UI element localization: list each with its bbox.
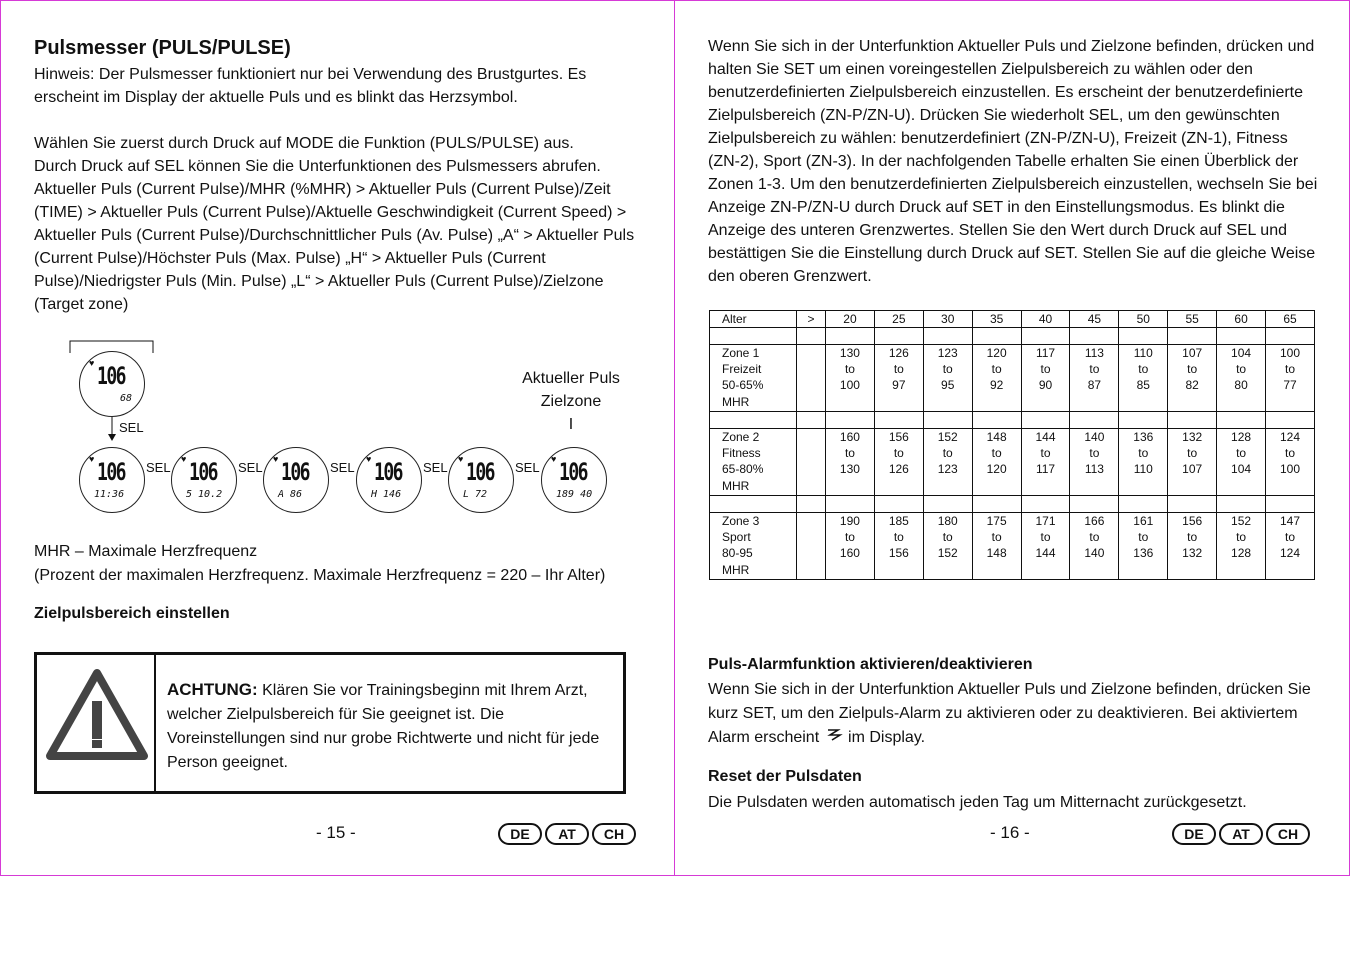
watch-value: 106 xyxy=(97,362,126,390)
text-run: , um den gewünschten Zielpulsbereich zu wählen: benutzerdefiniert (ZN-P/ZN-U), Freizeit (ZN-1), Fitness (ZN-2), Sport (ZN-3). In der nachfolgenden Tabelle erhalten Sie einen Überblick der Zonen 1-3. Um den benutzerdefinierten Zielpulsbereich einzustellen, wechseln Sie bei Anzeige ZN-P/ZN-U durch Druck auf xyxy=(708,107,1318,216)
table-cell: 160 xyxy=(826,429,875,446)
hint-text: Der Pulsmesser funktioniert nur bei Verwendung des Brustgurtes. Es erscheint im Display der aktuelle Puls und es blinkt das Herzsymbol. xyxy=(34,66,587,106)
country-badge-ch: CH xyxy=(1266,823,1310,845)
table-cell: to xyxy=(826,445,875,461)
watch-display xyxy=(79,447,145,513)
watch-subvalue: 189 40 xyxy=(556,489,593,500)
table-cell: to xyxy=(923,445,972,461)
table-cell: 126 xyxy=(874,461,923,496)
page-number: - 16 - xyxy=(990,823,1030,842)
watch-subvalue: L 72 xyxy=(463,489,488,500)
set-key-label: SET xyxy=(972,199,1003,216)
table-cell: to xyxy=(1021,445,1070,461)
table-cell: 110 xyxy=(1119,461,1168,496)
table-cell: 160 xyxy=(826,545,875,580)
table-cell xyxy=(1021,412,1070,429)
zone-heading: Zielpulsbereich einstellen xyxy=(34,605,230,622)
watch-display xyxy=(541,447,607,513)
table-cell: 123 xyxy=(923,345,972,362)
reset-heading: Reset der Pulsdaten xyxy=(708,768,862,785)
function-name: Aktueller Puls und Zielzone xyxy=(957,38,1152,55)
table-row xyxy=(710,545,1315,580)
table-cell xyxy=(826,496,875,513)
page-title: Pulsmesser (PULS/PULSE) xyxy=(34,37,291,59)
table-cell xyxy=(797,429,826,446)
sel-label: SEL xyxy=(119,420,144,435)
table-cell: 45 xyxy=(1070,311,1119,328)
table-cell: 144 xyxy=(1021,545,1070,580)
table-cell: 40 xyxy=(1021,311,1070,328)
table-cell: to xyxy=(1217,529,1266,545)
table-cell xyxy=(826,328,875,345)
sel-label: SEL xyxy=(330,460,355,475)
table-cell: 126 xyxy=(874,345,923,362)
table-cell: 136 xyxy=(1119,545,1168,580)
table-cell: 152 xyxy=(923,545,972,580)
table-row xyxy=(710,461,1315,496)
table-cell: Sport xyxy=(710,529,797,545)
watch-subvalue: 68 xyxy=(120,393,133,404)
table-cell xyxy=(797,496,826,513)
caption-line: Aktueller Puls xyxy=(522,370,620,387)
table-cell: Zone 2 xyxy=(710,429,797,446)
table-cell: 100 xyxy=(826,377,875,412)
caption-line: I xyxy=(568,416,574,433)
table-cell xyxy=(797,445,826,461)
zone-percent-unit: MHR xyxy=(722,479,750,493)
zone-percent: 50-65% xyxy=(722,378,764,392)
table-cell xyxy=(972,328,1021,345)
table-cell xyxy=(972,496,1021,513)
table-cell: to xyxy=(923,529,972,545)
table-row xyxy=(710,445,1315,461)
table-row xyxy=(710,361,1315,377)
page-number: - 15 - xyxy=(316,823,356,842)
table-cell: to xyxy=(972,361,1021,377)
table-cell: to xyxy=(874,445,923,461)
table-cell: to xyxy=(1119,361,1168,377)
table-cell: 113 xyxy=(1070,461,1119,496)
warning-box xyxy=(34,652,626,794)
table-cell xyxy=(874,496,923,513)
watch-subvalue: 11:36 xyxy=(94,489,125,500)
watch-value: 106 xyxy=(281,458,310,486)
warning-icon xyxy=(37,655,154,791)
table-cell: to xyxy=(1070,361,1119,377)
table-cell: 25 xyxy=(874,311,923,328)
table-cell: 117 xyxy=(1021,461,1070,496)
watch-value: 106 xyxy=(189,458,218,486)
text-run: , um den Zielpuls-Alarm zu aktivieren oder zu deaktivieren. Bei aktiviertem Alarm erscheint xyxy=(708,705,1298,746)
table-cell: to xyxy=(1217,361,1266,377)
hint-paragraph xyxy=(34,63,634,109)
warning-message xyxy=(167,678,607,775)
table-cell: to xyxy=(826,529,875,545)
table-cell xyxy=(710,545,797,580)
table-cell: 152 xyxy=(923,429,972,446)
table-cell: 130 xyxy=(826,345,875,362)
text-run: Wenn Sie sich in der Unterfunktion xyxy=(708,38,958,55)
alarm-heading: Puls-Alarmfunktion aktivieren/deaktivieren xyxy=(708,656,1033,673)
watch-diagram xyxy=(1,331,676,531)
text-run: in den Einstellungsmodus. Es blinkt die Anzeige des unteren Grenzwertes. Stellen Sie den Wert durch Druck auf xyxy=(708,199,1285,239)
table-cell xyxy=(1168,496,1217,513)
table-cell xyxy=(923,328,972,345)
table-cell: 152 xyxy=(1217,513,1266,530)
country-badge-ch: CH xyxy=(592,823,636,845)
warning-label: ACHTUNG: xyxy=(167,680,258,699)
watch-display xyxy=(448,447,514,513)
table-cell xyxy=(923,412,972,429)
table-cell xyxy=(1217,496,1266,513)
table-cell xyxy=(1119,496,1168,513)
table-cell xyxy=(1168,328,1217,345)
table-cell xyxy=(1119,328,1168,345)
table-cell: 166 xyxy=(1070,513,1119,530)
table-cell: 128 xyxy=(1217,545,1266,580)
table-cell xyxy=(797,461,826,496)
country-badge-at: AT xyxy=(545,823,589,845)
text-run: Durch Druck auf xyxy=(34,158,155,175)
table-cell xyxy=(1266,328,1315,345)
table-cell xyxy=(1217,412,1266,429)
table-cell: to xyxy=(1119,445,1168,461)
warning-text: Klären Sie vor Trainingsbeginn mit Ihrem Arzt, welcher Zielpulsbereich für Sie geeignet ist. Die Voreinstellungen sind nur grobe Richtwerte und nicht für jede Person geeignet. xyxy=(167,682,600,771)
table-cell xyxy=(923,496,972,513)
heart-icon: ♥ xyxy=(181,454,187,464)
watch-subvalue: A 86 xyxy=(278,489,303,500)
sel-label: SEL xyxy=(423,460,448,475)
table-cell: to xyxy=(923,361,972,377)
table-cell: 128 xyxy=(1217,429,1266,446)
table-cell: 180 xyxy=(923,513,972,530)
table-cell xyxy=(1266,412,1315,429)
table-cell: 156 xyxy=(1168,513,1217,530)
caption-line: Zielzone xyxy=(540,393,602,410)
table-cell: 156 xyxy=(874,429,923,446)
table-cell: 113 xyxy=(1070,345,1119,362)
text-run: können Sie die Unterfunktionen des Pulsmessers abrufen. Aktueller Puls (Current Pulse)/MHR (%MHR) > Aktueller Puls (Current Pulse)/Zeit (TIME) > Aktueller Puls (Current Pulse)/Aktuelle Geschwindigkeit (Current Speed) > Aktueller Puls (Current Pulse)/Durchschnittlicher Puls (Av. Pulse) „A“ > Aktueller Puls (Current Pulse)/Höchster Puls (Max. Pulse) „H“ > Aktueller Puls (Current Pulse)/Niedrigster Puls (Min. Pulse) „L“ > Aktueller Puls (Current Pulse)/Zielzone (Target zone) xyxy=(34,158,635,313)
mode-paragraph xyxy=(34,132,639,316)
table-cell xyxy=(874,412,923,429)
table-cell: 124 xyxy=(1266,429,1315,446)
table-cell: to xyxy=(1266,445,1315,461)
table-cell: to xyxy=(826,361,875,377)
table-cell: 95 xyxy=(923,377,972,412)
table-cell: to xyxy=(1070,445,1119,461)
table-cell: 100 xyxy=(1266,461,1315,496)
heart-icon: ♥ xyxy=(89,454,95,464)
table-cell: 148 xyxy=(972,545,1021,580)
table-cell xyxy=(797,412,826,429)
sel-label: SEL xyxy=(146,460,171,475)
table-cell xyxy=(797,513,826,530)
watch-subvalue: 5 10.2 xyxy=(186,489,223,500)
table-row xyxy=(710,529,1315,545)
table-cell xyxy=(972,412,1021,429)
text-run: befinden, drücken Sie kurz xyxy=(708,681,1311,722)
heart-icon: ♥ xyxy=(458,454,464,464)
country-badge-at: AT xyxy=(1219,823,1263,845)
table-cell xyxy=(710,328,797,345)
table-cell: 144 xyxy=(1021,429,1070,446)
heart-icon: ♥ xyxy=(89,358,95,368)
text-run: um einen voreingestellen Zielpulsbereich zu wählen oder den benutzerdefinierten Zielpulsbereich einzustellen. Es erscheint der benutzerdefinierte Zielpulsbereich (ZN-P/ZN-U). Drücken Sie wiederholt xyxy=(708,61,1304,124)
table-cell: 107 xyxy=(1168,345,1217,362)
table-cell: 80 xyxy=(1217,377,1266,412)
table-cell: 35 xyxy=(972,311,1021,328)
text-run: im Display. xyxy=(843,729,926,746)
text-run: . Stellen Sie auf die gleiche Weise den oberen Grenzwert. xyxy=(708,245,1316,285)
heart-icon: ♥ xyxy=(366,454,372,464)
watch-display xyxy=(263,447,329,513)
watch-value: 106 xyxy=(97,458,126,486)
sel-key-label: SEL xyxy=(1088,107,1119,124)
table-cell: 92 xyxy=(972,377,1021,412)
table-cell: 124 xyxy=(1266,545,1315,580)
table-cell: to xyxy=(1217,445,1266,461)
watch-display xyxy=(356,447,422,513)
table-row xyxy=(710,377,1315,412)
table-spacer-row xyxy=(710,328,1315,345)
watch-value: 106 xyxy=(559,458,588,486)
alarm-icon xyxy=(824,727,844,743)
table-cell: 60 xyxy=(1217,311,1266,328)
table-cell xyxy=(797,328,826,345)
table-cell xyxy=(1119,412,1168,429)
sel-key-label: SEL xyxy=(154,158,184,175)
table-cell xyxy=(797,345,826,362)
mode-key-label: MODE xyxy=(285,135,334,152)
zone-table xyxy=(709,310,1315,580)
table-cell: 107 xyxy=(1168,461,1217,496)
table-cell xyxy=(1266,496,1315,513)
zone-setting-paragraph xyxy=(708,35,1318,288)
table-cell: 130 xyxy=(826,461,875,496)
table-cell: 123 xyxy=(923,461,972,496)
alarm-paragraph xyxy=(708,678,1318,750)
sel-key-label: SEL xyxy=(1226,222,1256,239)
watch-value: 106 xyxy=(466,458,495,486)
table-row xyxy=(710,429,1315,446)
table-cell xyxy=(1021,328,1070,345)
table-cell xyxy=(1021,496,1070,513)
text-run: und bestättigen Sie die Einstellung durch Druck auf xyxy=(708,222,1287,262)
table-cell: 55 xyxy=(1168,311,1217,328)
table-cell: to xyxy=(874,529,923,545)
sel-label: SEL xyxy=(515,460,540,475)
heart-icon: ♥ xyxy=(551,454,557,464)
table-cell: Zone 1 xyxy=(710,345,797,362)
watch-value: 106 xyxy=(374,458,403,486)
watch-display xyxy=(171,447,237,513)
table-cell: 97 xyxy=(874,377,923,412)
country-flags xyxy=(1172,823,1310,845)
text-run: Wählen Sie zuerst durch Druck auf xyxy=(34,135,286,152)
text-run: Wenn Sie sich in der Unterfunktion xyxy=(708,681,958,698)
table-cell xyxy=(710,377,797,412)
table-cell: to xyxy=(1119,529,1168,545)
table-cell xyxy=(710,461,797,496)
watch-subvalue: H 146 xyxy=(371,489,402,500)
table-cell xyxy=(1070,412,1119,429)
table-cell: Fitness xyxy=(710,445,797,461)
table-cell xyxy=(874,328,923,345)
table-cell: 90 xyxy=(1021,377,1070,412)
table-cell: 77 xyxy=(1266,377,1315,412)
table-cell xyxy=(797,545,826,580)
table-cell: 175 xyxy=(972,513,1021,530)
table-cell: 147 xyxy=(1266,513,1315,530)
table-cell: Alter xyxy=(710,311,797,328)
table-cell: Zone 3 xyxy=(710,513,797,530)
table-cell: to xyxy=(1168,529,1217,545)
table-cell: 117 xyxy=(1021,345,1070,362)
reset-text: Die Pulsdaten werden automatisch jeden Tag um Mitternacht zurückgesetzt. xyxy=(708,794,1247,811)
table-cell xyxy=(826,412,875,429)
table-spacer-row xyxy=(710,412,1315,429)
table-cell: to xyxy=(874,361,923,377)
table-cell: to xyxy=(972,445,1021,461)
table-cell: 120 xyxy=(972,345,1021,362)
table-cell: 20 xyxy=(826,311,875,328)
table-spacer-row xyxy=(710,496,1315,513)
sel-label: SEL xyxy=(238,460,263,475)
table-cell: 132 xyxy=(1168,429,1217,446)
table-cell: 82 xyxy=(1168,377,1217,412)
table-cell: 136 xyxy=(1119,429,1168,446)
table-cell: > xyxy=(797,311,826,328)
table-cell: 100 xyxy=(1266,345,1315,362)
table-cell: to xyxy=(1021,529,1070,545)
table-cell: 161 xyxy=(1119,513,1168,530)
diagram-caption xyxy=(506,367,636,436)
zone-percent: 80-95 xyxy=(722,546,753,560)
table-cell: 190 xyxy=(826,513,875,530)
table-cell xyxy=(797,361,826,377)
table-cell: 140 xyxy=(1070,545,1119,580)
table-cell: 185 xyxy=(874,513,923,530)
watch-display xyxy=(79,351,145,417)
table-cell xyxy=(1070,328,1119,345)
country-badge-de: DE xyxy=(498,823,542,845)
warning-icon-box xyxy=(37,655,156,791)
zone-percent-unit: MHR xyxy=(722,563,750,577)
set-key-label: SET xyxy=(783,61,815,78)
table-cell: to xyxy=(1168,445,1217,461)
table-cell xyxy=(1168,412,1217,429)
table-cell: 110 xyxy=(1119,345,1168,362)
table-cell xyxy=(1217,328,1266,345)
table-cell: 104 xyxy=(1217,345,1266,362)
table-cell: 132 xyxy=(1168,545,1217,580)
table-cell: to xyxy=(1266,529,1315,545)
set-key-label: SET xyxy=(742,705,773,722)
mhr-heading: MHR – Maximale Herzfrequenz xyxy=(34,543,258,560)
table-cell: 156 xyxy=(874,545,923,580)
table-cell: 65 xyxy=(1266,311,1315,328)
table-cell xyxy=(710,496,797,513)
table-cell: to xyxy=(1021,361,1070,377)
table-cell xyxy=(797,377,826,412)
table-cell: Freizeit xyxy=(710,361,797,377)
table-cell: to xyxy=(1168,361,1217,377)
table-cell: 140 xyxy=(1070,429,1119,446)
zone-percent-unit: MHR xyxy=(722,395,750,409)
table-cell xyxy=(797,529,826,545)
country-flags xyxy=(498,823,636,845)
table-cell: to xyxy=(1070,529,1119,545)
table-cell: 104 xyxy=(1217,461,1266,496)
text-run: befinden, drücken und halten Sie xyxy=(708,38,1315,78)
text-run: die Funktion (PULS/PULSE) aus. xyxy=(333,135,574,152)
zone-percent: 65-80% xyxy=(722,462,764,476)
country-badge-de: DE xyxy=(1172,823,1216,845)
table-cell: 85 xyxy=(1119,377,1168,412)
table-cell: 87 xyxy=(1070,377,1119,412)
table-cell: 30 xyxy=(923,311,972,328)
heart-icon: ♥ xyxy=(273,454,279,464)
table-cell: to xyxy=(1266,361,1315,377)
set-key-label: SET xyxy=(1044,245,1074,262)
function-name: Aktueller Puls und Zielzone xyxy=(957,681,1152,698)
table-cell: 171 xyxy=(1021,513,1070,530)
page-15 xyxy=(0,0,675,876)
table-row xyxy=(710,345,1315,362)
table-cell xyxy=(710,412,797,429)
table-cell xyxy=(1070,496,1119,513)
table-row xyxy=(710,513,1315,530)
table-cell: to xyxy=(972,529,1021,545)
mhr-text: (Prozent der maximalen Herzfrequenz. Maximale Herzfrequenz = 220 – Ihr Alter) xyxy=(34,567,606,584)
table-header-row xyxy=(710,311,1315,328)
table-cell: 148 xyxy=(972,429,1021,446)
page-16 xyxy=(674,0,1350,876)
hint-label: Hinweis: xyxy=(34,66,95,83)
table-cell: 50 xyxy=(1119,311,1168,328)
table-cell: 120 xyxy=(972,461,1021,496)
